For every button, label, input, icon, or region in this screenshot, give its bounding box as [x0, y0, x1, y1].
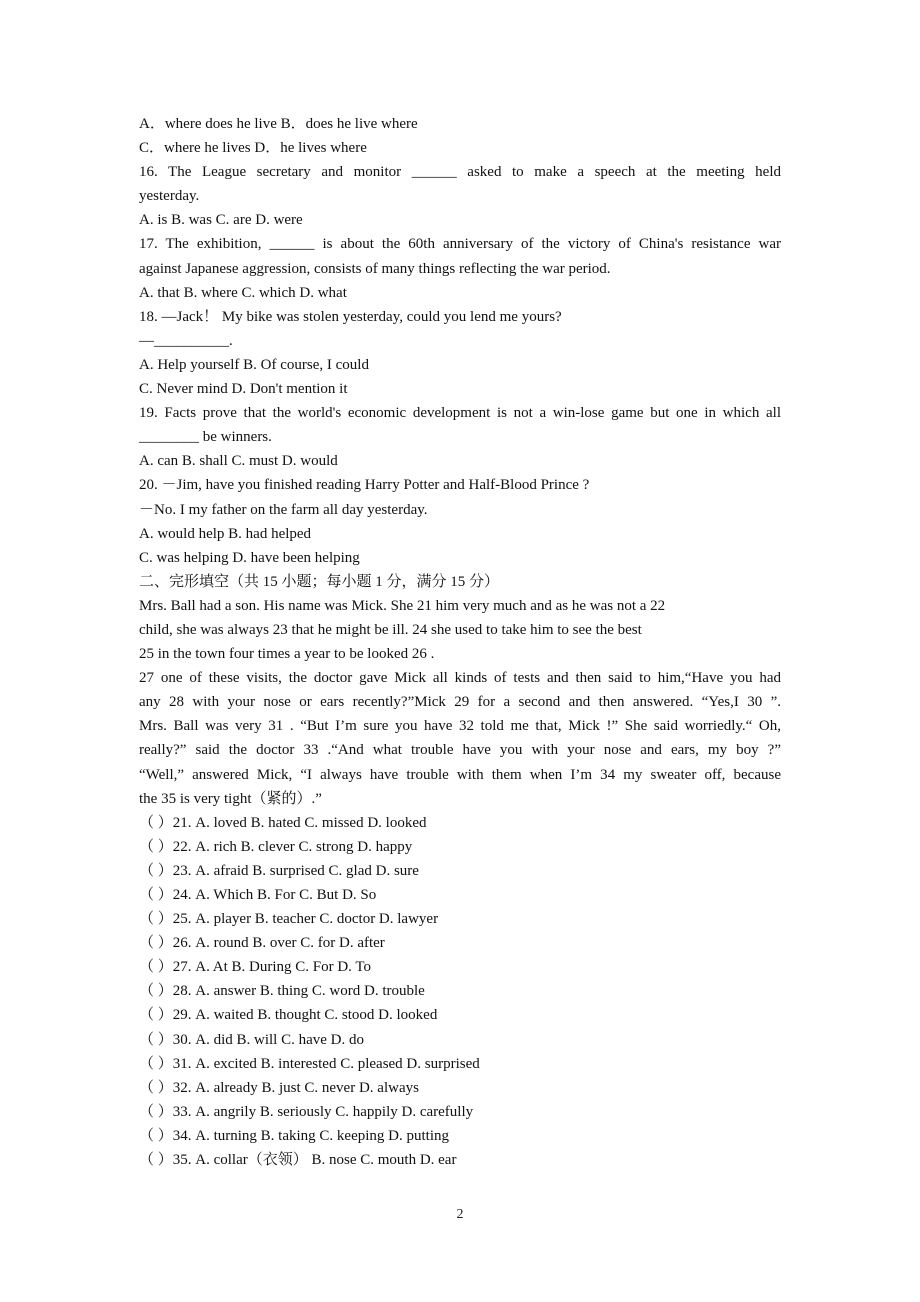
text-line: yesterday.: [139, 188, 200, 205]
text-line: 二、完形填空（共 15 小题；每小题 1 分，满分 15 分）: [139, 573, 500, 590]
text-line: “Well,” answered Mick, “I always have trouble with them when I’m 34 my sweater off, because: [139, 766, 781, 783]
page-number: 2: [456, 1207, 464, 1222]
text-line: 20. －Jim, have you finished reading Harry Potter and Half-Blood Prince ?: [139, 477, 590, 494]
text-line: （ ）30. A. did B. will C. have D. do: [139, 1031, 364, 1048]
text-line: A. would help B. had helped: [139, 525, 312, 542]
text-line: A. Help yourself B. Of course, I could: [139, 356, 369, 373]
text-line: C．where he lives D．he lives where: [139, 140, 367, 157]
text-line: really?” said the doctor 33 .“And what trouble have you with your nose and ears, my boy ?”: [139, 742, 781, 759]
text-line: child, she was always 23 that he might be ill. 24 she used to take him to see the best: [139, 621, 642, 638]
text-line: A. can B. shall C. must D. would: [139, 453, 338, 470]
text-line: （ ）33. A. angrily B. seriously C. happily D. carefully: [139, 1103, 474, 1120]
text-line: （ ）28. A. answer B. thing C. word D. trouble: [139, 983, 425, 1000]
text-line: （ ）34. A. turning B. taking C. keeping D. putting: [139, 1127, 449, 1144]
text-line: ________ be winners.: [139, 429, 272, 446]
text-line: Mrs. Ball was very 31 . “But I’m sure you have 32 told me that, Mick !” She said worriedly.“ Oh,: [139, 718, 781, 735]
text-lines: [139, 112, 781, 1172]
text-line: against Japanese aggression, consists of many things reflecting the war period.: [139, 260, 611, 277]
document-page: [139, 112, 781, 1172]
text-line: （ ）26. A. round B. over C. for D. after: [139, 935, 385, 952]
text-line: （ ）25. A. player B. teacher C. doctor D. lawyer: [139, 911, 439, 928]
text-line: （ ）24. A. Which B. For C. But D. So: [139, 887, 377, 903]
text-line: －No. I my father on the farm all day yesterday.: [139, 501, 428, 518]
text-line: （ ）29. A. waited B. thought C. stood D. looked: [139, 1007, 438, 1024]
text-line: A．where does he live B．does he live where: [139, 116, 418, 132]
text-line: the 35 is very tight（紧的）.”: [139, 790, 322, 807]
text-line: 18. —Jack！ My bike was stolen yesterday, could you lend me yours?: [139, 308, 562, 325]
text-line: 16. The League secretary and monitor ______ asked to make a speech at the meeting held: [139, 164, 781, 181]
text-line: （ ）27. A. At B. During C. For D. To: [139, 959, 372, 976]
text-line: 19. Facts prove that the world's economic development is not a win-lose game but one in which all: [139, 405, 781, 422]
text-line: （ ）31. A. excited B. interested C. pleased D. surprised: [139, 1055, 480, 1072]
text-line: （ ）21. A. loved B. hated C. missed D. looked: [139, 814, 427, 831]
text-line: A. is B. was C. are D. were: [139, 212, 303, 229]
text-line: （ ）23. A. afraid B. surprised C. glad D. sure: [139, 862, 419, 879]
text-line: （ ）32. A. already B. just C. never D. always: [139, 1079, 419, 1096]
text-line: C. was helping D. have been helping: [139, 549, 360, 566]
text-line: A. that B. where C. which D. what: [139, 284, 347, 301]
text-line: （ ）22. A. rich B. clever C. strong D. happy: [139, 838, 413, 855]
text-line: any 28 with your nose or ears recently?”Mick 29 for a second and then answered. “Yes,I 30 ”.: [139, 694, 781, 711]
text-line: 25 in the town four times a year to be looked 26 .: [139, 646, 435, 663]
text-line: C. Never mind D. Don't mention it: [139, 381, 348, 398]
text-line: —__________.: [139, 332, 233, 349]
text-line: Mrs. Ball had a son. His name was Mick. She 21 him very much and as he was not a 22: [139, 597, 666, 614]
text-line: 17. The exhibition, ______ is about the 60th anniversary of the victory of China's resistance war: [139, 236, 781, 253]
text-line: 27 one of these visits, the doctor gave Mick all kinds of tests and then said to him,“Have you had: [139, 670, 781, 687]
text-line: （ ）35. A. collar（衣领） B. nose C. mouth D. ear: [139, 1152, 457, 1169]
